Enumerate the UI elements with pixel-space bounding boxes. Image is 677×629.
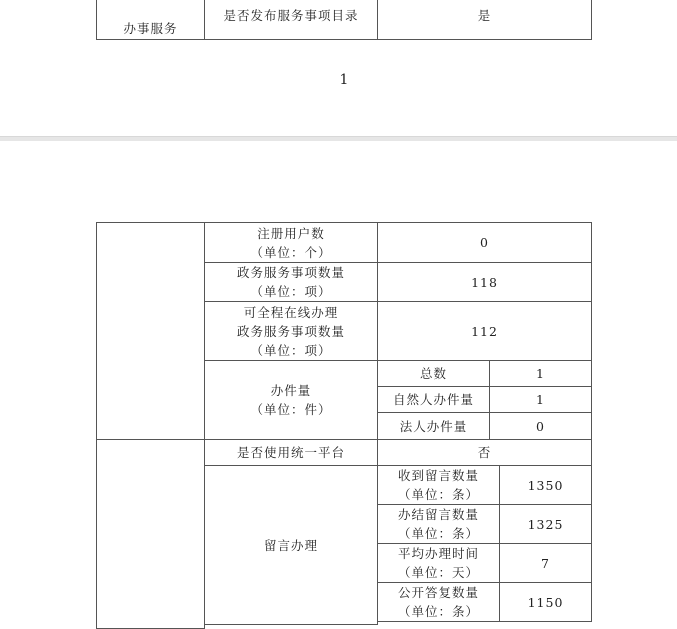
registered-users-label: 注册用户数: [257, 225, 325, 241]
messages-received-label-cell: [377, 465, 500, 505]
messages-public-value: 1150: [527, 594, 564, 610]
handled-legal-label: 法人办件量: [399, 418, 468, 434]
messages-closed-value: 1325: [527, 516, 564, 532]
online-items-label-cell: [204, 301, 378, 361]
unified-platform-value: 否: [477, 445, 492, 460]
section-label: 办事服务: [123, 21, 178, 36]
messages-avg-time-unit: （单位：天）: [397, 565, 479, 580]
handled-unit: （单位：件）: [250, 402, 332, 417]
page-1: [0, 0, 677, 136]
row-value: 是: [477, 8, 492, 23]
messages-label: 留言办理: [263, 537, 318, 553]
handled-person-label-cell: [377, 386, 490, 413]
messages-closed-value-cell: [499, 504, 592, 544]
messages-label-cell: [204, 465, 378, 625]
handled-legal-label-cell: [377, 412, 490, 440]
handled-person-label: 自然人办件量: [392, 392, 474, 407]
service-items-value-cell: [377, 262, 592, 302]
row-label-cell: [204, 0, 378, 40]
unified-platform-label-cell: [204, 439, 378, 466]
service-items-unit: （单位：项）: [250, 284, 332, 299]
handled-legal-value: 0: [536, 418, 545, 434]
online-items-unit: （单位：项）: [250, 342, 332, 358]
handled-label-cell: [204, 360, 378, 440]
handled-label: 办件量: [270, 383, 312, 398]
messages-avg-time-label-cell: [377, 543, 500, 583]
handled-person-value-cell: [489, 386, 592, 413]
registered-users-unit: （单位：个）: [250, 244, 332, 260]
messages-closed-unit: （单位：条）: [397, 526, 479, 541]
messages-public-label-cell: [377, 582, 500, 622]
section-blank-cell-2: [96, 439, 205, 629]
handled-total-value-cell: [489, 360, 592, 387]
service-items-value: 118: [471, 274, 498, 290]
registered-users-value-cell: [377, 222, 592, 263]
row-value-cell: [377, 0, 592, 40]
messages-public-label: 公开答复数量: [397, 585, 479, 600]
handled-total-value: 1: [536, 366, 545, 381]
messages-received-label: 收到留言数量: [397, 468, 479, 483]
messages-received-unit: （单位：条）: [397, 487, 479, 502]
unified-platform-label: 是否使用统一平台: [236, 445, 345, 460]
handled-legal-value-cell: [489, 412, 592, 440]
handled-total-label-cell: [377, 360, 490, 387]
messages-avg-time-label: 平均办理时间: [397, 546, 479, 561]
handled-total-label: 总数: [419, 366, 447, 381]
service-items-label-cell: [204, 262, 378, 302]
page-number: 1: [339, 72, 349, 88]
messages-closed-label-cell: [377, 504, 500, 544]
messages-received-value-cell: [499, 465, 592, 505]
online-items-label-line2: 政务服务事项数量: [236, 323, 345, 339]
messages-received-value: 1350: [527, 477, 564, 493]
messages-closed-label: 办结留言数量: [397, 507, 479, 522]
section-label-cell: [96, 0, 205, 40]
unified-platform-value-cell: [377, 439, 592, 466]
registered-users-value: 0: [480, 235, 489, 250]
messages-public-value-cell: [499, 582, 592, 622]
messages-avg-time-value-cell: [499, 543, 592, 583]
online-items-value: 112: [471, 323, 498, 339]
registered-users-label-cell: [204, 222, 378, 263]
online-items-label-line1: 可全程在线办理: [243, 304, 339, 320]
messages-public-unit: （单位：条）: [397, 604, 479, 619]
online-items-value-cell: [377, 301, 592, 361]
service-items-label: 政务服务事项数量: [236, 265, 345, 280]
messages-avg-time-value: 7: [541, 555, 550, 571]
handled-person-value: 1: [536, 392, 545, 407]
section-blank-cell-1: [96, 222, 205, 440]
row-label: 是否发布服务事项目录: [223, 8, 359, 23]
